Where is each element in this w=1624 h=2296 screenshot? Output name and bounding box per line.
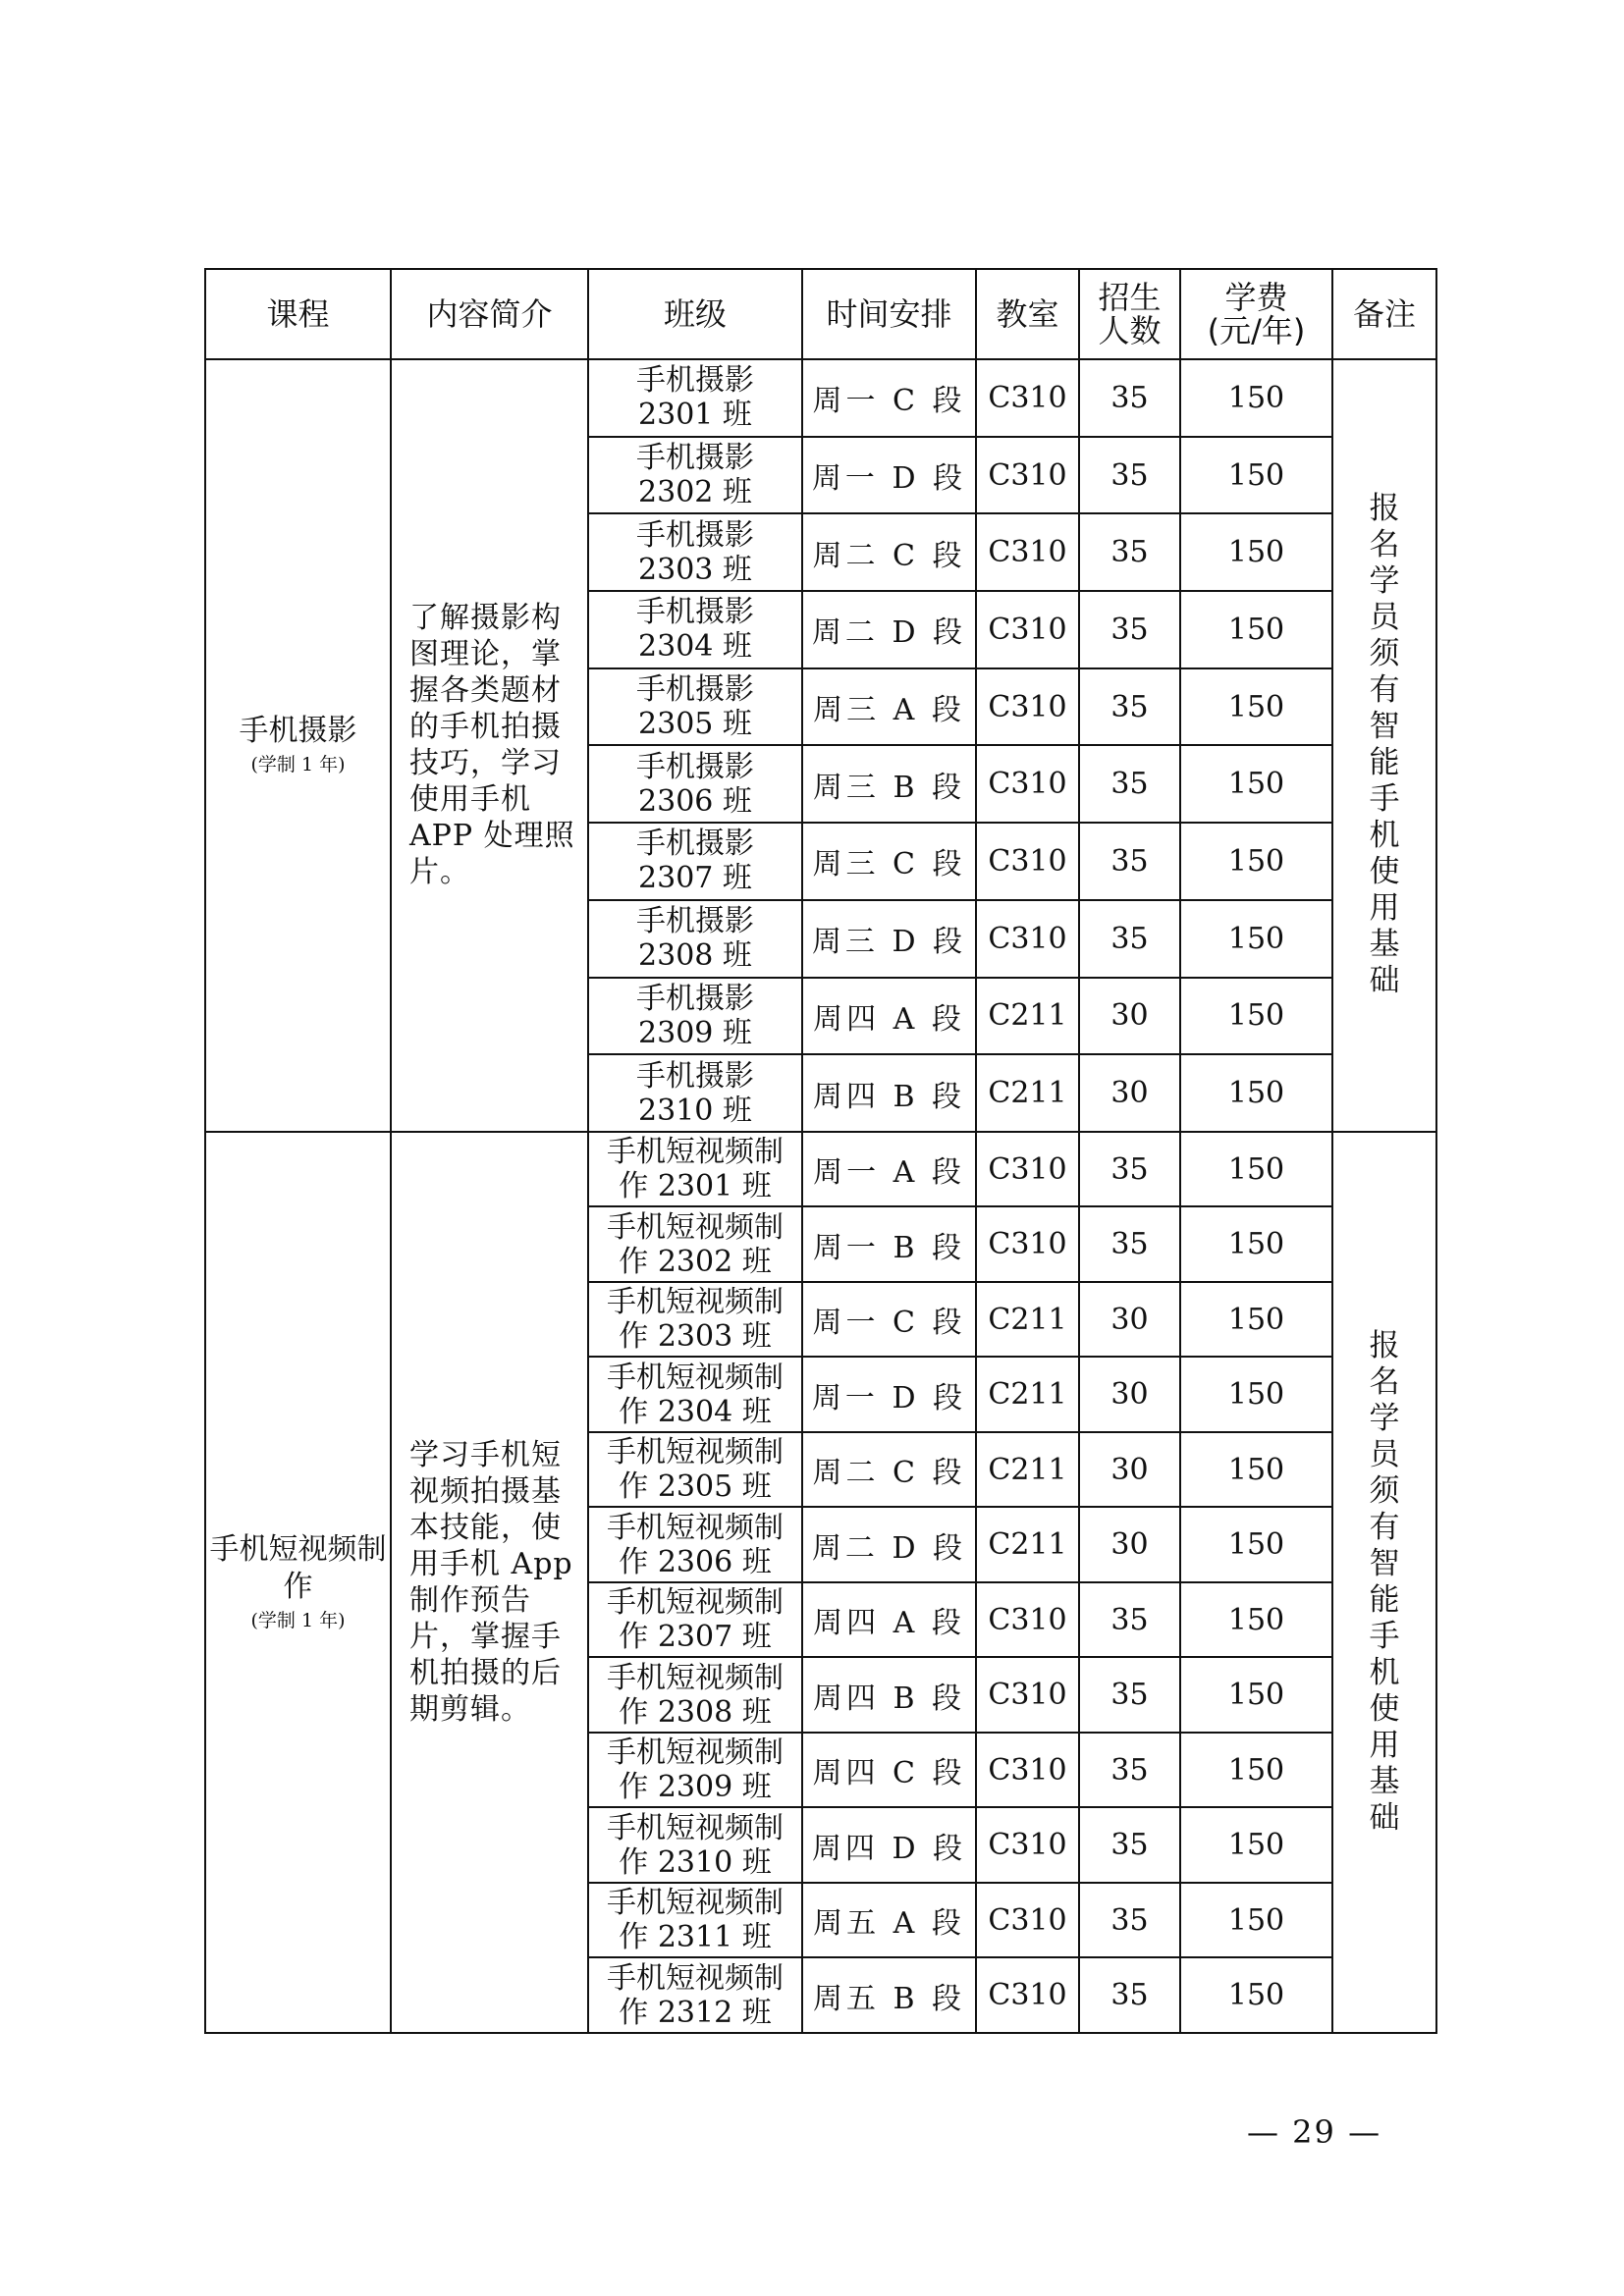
page-number: — 29 — <box>1247 2113 1382 2151</box>
class-cell <box>588 437 802 514</box>
capacity-cell: 35 <box>1079 1132 1180 1207</box>
fee-cell: 150 <box>1180 668 1332 746</box>
time-cell: 周三 A 段 <box>802 668 976 746</box>
class-name: 手机摄影 <box>636 904 754 939</box>
time-cell: 周四 A 段 <box>802 1582 976 1658</box>
fee-cell: 150 <box>1180 1733 1332 1808</box>
time-cell: 周二 D 段 <box>802 1507 976 1582</box>
capacity-cell: 30 <box>1079 1054 1180 1132</box>
room-cell: C310 <box>976 513 1079 591</box>
header-note: 备注 <box>1332 269 1436 359</box>
room-cell: C211 <box>976 1282 1079 1358</box>
section-mobile-short-video <box>205 1132 1436 2033</box>
capacity-cell: 35 <box>1079 1582 1180 1658</box>
class-name: 手机摄影 <box>636 363 754 399</box>
class-name: 手机短视频制 <box>607 1886 784 1921</box>
course-name: 手机摄影 <box>239 714 357 749</box>
class-number: 作 2305 班 <box>619 1469 772 1505</box>
class-name: 手机摄影 <box>636 749 754 784</box>
course-name-cell <box>205 359 391 1132</box>
note-cell <box>1332 359 1436 1132</box>
fee-cell: 150 <box>1180 900 1332 978</box>
class-name: 手机摄影 <box>636 441 754 476</box>
course-intro: 了解摄影构图理论，掌握各类题材的手机拍摄技巧，学习使用手机APP 处理照片。 <box>391 359 588 1132</box>
class-name: 手机短视频制 <box>607 1209 784 1245</box>
time-cell: 周三 D 段 <box>802 900 976 978</box>
note-text: 报名学员须有智能手机使用基础 <box>1369 1327 1400 1836</box>
fee-cell: 150 <box>1180 1282 1332 1358</box>
time-cell: 周五 B 段 <box>802 1957 976 2033</box>
time-cell: 周三 B 段 <box>802 745 976 823</box>
class-cell <box>588 668 802 746</box>
course-duration: (学制 1 年) <box>250 754 346 776</box>
time-cell: 周二 C 段 <box>802 513 976 591</box>
capacity-cell: 35 <box>1079 1206 1180 1282</box>
class-name: 手机短视频制 <box>607 1960 784 1996</box>
header-intro: 内容简介 <box>391 269 588 359</box>
capacity-cell: 35 <box>1079 823 1180 900</box>
class-name: 手机短视频制 <box>607 1135 784 1170</box>
fee-cell: 150 <box>1180 978 1332 1055</box>
header-time: 时间安排 <box>802 269 976 359</box>
class-name: 手机短视频制 <box>607 1660 784 1695</box>
fee-cell: 150 <box>1180 1054 1332 1132</box>
class-number: 2304 班 <box>638 629 752 665</box>
room-cell: C310 <box>976 1132 1079 1207</box>
table-header <box>205 269 1436 359</box>
note-cell <box>1332 1132 1436 2033</box>
fee-cell: 150 <box>1180 1206 1332 1282</box>
fee-cell: 150 <box>1180 1883 1332 1958</box>
class-name: 手机摄影 <box>636 517 754 553</box>
capacity-cell: 35 <box>1079 900 1180 978</box>
fee-cell: 150 <box>1180 1432 1332 1508</box>
header-capacity-line2: 人数 <box>1098 312 1162 349</box>
header-fee-line1: 学费 <box>1224 279 1288 316</box>
fee-cell: 150 <box>1180 1957 1332 2033</box>
capacity-cell: 30 <box>1079 978 1180 1055</box>
room-cell: C310 <box>976 437 1079 514</box>
room-cell: C310 <box>976 1733 1079 1808</box>
time-cell: 周四 D 段 <box>802 1807 976 1883</box>
room-cell: C310 <box>976 668 1079 746</box>
header-class: 班级 <box>588 269 802 359</box>
room-cell: C310 <box>976 823 1079 900</box>
room-cell: C310 <box>976 1883 1079 1958</box>
capacity-cell: 35 <box>1079 359 1180 437</box>
class-cell <box>588 1582 802 1658</box>
time-cell: 周一 C 段 <box>802 359 976 437</box>
class-number: 2307 班 <box>638 861 752 896</box>
class-name: 手机摄影 <box>636 1058 754 1094</box>
capacity-cell: 30 <box>1079 1357 1180 1432</box>
class-number: 2308 班 <box>638 938 752 974</box>
room-cell: C310 <box>976 900 1079 978</box>
capacity-cell: 35 <box>1079 591 1180 668</box>
class-cell <box>588 1432 802 1508</box>
class-cell <box>588 1657 802 1733</box>
fee-cell: 150 <box>1180 513 1332 591</box>
fee-cell: 150 <box>1180 823 1332 900</box>
room-cell: C310 <box>976 1582 1079 1658</box>
class-name: 手机短视频制 <box>607 1810 784 1845</box>
class-cell <box>588 1282 802 1358</box>
class-cell <box>588 591 802 668</box>
class-number: 作 2310 班 <box>619 1844 772 1880</box>
class-name: 手机摄影 <box>636 672 754 708</box>
table-row <box>205 359 1436 437</box>
class-number: 2302 班 <box>638 475 752 510</box>
time-cell: 周五 A 段 <box>802 1883 976 1958</box>
class-cell <box>588 823 802 900</box>
class-number: 作 2304 班 <box>619 1394 772 1429</box>
capacity-cell: 35 <box>1079 1733 1180 1808</box>
class-cell <box>588 513 802 591</box>
class-cell <box>588 978 802 1055</box>
fee-cell: 150 <box>1180 745 1332 823</box>
capacity-cell: 35 <box>1079 668 1180 746</box>
time-cell: 周三 C 段 <box>802 823 976 900</box>
class-number: 作 2311 班 <box>619 1920 772 1955</box>
capacity-cell: 35 <box>1079 1657 1180 1733</box>
time-cell: 周四 C 段 <box>802 1733 976 1808</box>
class-name: 手机摄影 <box>636 595 754 630</box>
room-cell: C310 <box>976 1657 1079 1733</box>
fee-cell: 150 <box>1180 1357 1332 1432</box>
time-cell: 周一 B 段 <box>802 1206 976 1282</box>
class-name: 手机短视频制 <box>607 1735 784 1771</box>
header-room: 教室 <box>976 269 1079 359</box>
capacity-cell: 30 <box>1079 1507 1180 1582</box>
class-name: 手机短视频制 <box>607 1585 784 1621</box>
fee-cell: 150 <box>1180 591 1332 668</box>
header-capacity <box>1079 269 1180 359</box>
section-mobile-photography <box>205 359 1436 1132</box>
capacity-cell: 30 <box>1079 1282 1180 1358</box>
room-cell: C310 <box>976 1206 1079 1282</box>
time-cell: 周一 D 段 <box>802 437 976 514</box>
time-cell: 周二 D 段 <box>802 591 976 668</box>
class-number: 2310 班 <box>638 1093 752 1128</box>
class-number: 2303 班 <box>638 552 752 587</box>
fee-cell: 150 <box>1180 359 1332 437</box>
time-cell: 周二 C 段 <box>802 1432 976 1508</box>
table-row <box>205 1132 1436 1207</box>
room-cell: C211 <box>976 1054 1079 1132</box>
room-cell: C310 <box>976 1957 1079 2033</box>
class-name: 手机短视频制 <box>607 1435 784 1470</box>
course-name: 手机短视频制作 <box>209 1531 387 1604</box>
room-cell: C310 <box>976 745 1079 823</box>
class-cell <box>588 1883 802 1958</box>
class-cell <box>588 1957 802 2033</box>
capacity-cell: 35 <box>1079 1957 1180 2033</box>
capacity-cell: 35 <box>1079 513 1180 591</box>
class-cell <box>588 900 802 978</box>
class-number: 2305 班 <box>638 707 752 742</box>
course-intro: 学习手机短视频拍摄基本技能，使用手机 App 制作预告片，掌握手机拍摄的后期剪辑。 <box>391 1132 588 2033</box>
class-number: 2309 班 <box>638 1015 752 1050</box>
time-cell: 周一 C 段 <box>802 1282 976 1358</box>
class-cell <box>588 359 802 437</box>
time-cell: 周四 A 段 <box>802 978 976 1055</box>
capacity-cell: 30 <box>1079 1432 1180 1508</box>
class-number: 作 2303 班 <box>619 1319 772 1355</box>
class-number: 2306 班 <box>638 783 752 819</box>
class-cell <box>588 1357 802 1432</box>
class-name: 手机摄影 <box>636 981 754 1016</box>
note-text: 报名学员须有智能手机使用基础 <box>1369 491 1400 999</box>
class-name: 手机短视频制 <box>607 1510 784 1545</box>
fee-cell: 150 <box>1180 1132 1332 1207</box>
class-cell <box>588 1132 802 1207</box>
fee-cell: 150 <box>1180 437 1332 514</box>
room-cell: C310 <box>976 359 1079 437</box>
class-number: 作 2312 班 <box>619 1995 772 2030</box>
time-cell: 周一 A 段 <box>802 1132 976 1207</box>
capacity-cell: 35 <box>1079 745 1180 823</box>
capacity-cell: 35 <box>1079 437 1180 514</box>
class-name: 手机短视频制 <box>607 1285 784 1320</box>
class-cell <box>588 1054 802 1132</box>
time-cell: 周四 B 段 <box>802 1657 976 1733</box>
room-cell: C310 <box>976 1807 1079 1883</box>
course-schedule-table <box>204 268 1437 2034</box>
capacity-cell: 35 <box>1079 1883 1180 1958</box>
header-fee <box>1180 269 1332 359</box>
class-number: 作 2302 班 <box>619 1244 772 1279</box>
header-course: 课程 <box>205 269 391 359</box>
class-cell <box>588 1206 802 1282</box>
class-number: 作 2307 班 <box>619 1620 772 1655</box>
class-cell <box>588 1807 802 1883</box>
header-capacity-line1: 招生 <box>1098 279 1162 316</box>
class-cell <box>588 1507 802 1582</box>
class-cell <box>588 1733 802 1808</box>
room-cell: C211 <box>976 1432 1079 1508</box>
class-number: 2301 班 <box>638 398 752 433</box>
room-cell: C211 <box>976 978 1079 1055</box>
header-fee-line2: (元/年) <box>1207 312 1306 349</box>
room-cell: C211 <box>976 1507 1079 1582</box>
class-name: 手机短视频制 <box>607 1360 784 1395</box>
fee-cell: 150 <box>1180 1507 1332 1582</box>
class-number: 作 2301 班 <box>619 1169 772 1204</box>
room-cell: C211 <box>976 1357 1079 1432</box>
time-cell: 周四 B 段 <box>802 1054 976 1132</box>
class-number: 作 2306 班 <box>619 1544 772 1579</box>
course-name-cell <box>205 1132 391 2033</box>
class-cell <box>588 745 802 823</box>
course-duration: (学制 1 年) <box>250 1609 346 1631</box>
fee-cell: 150 <box>1180 1582 1332 1658</box>
room-cell: C310 <box>976 591 1079 668</box>
time-cell: 周一 D 段 <box>802 1357 976 1432</box>
class-number: 作 2308 班 <box>619 1694 772 1730</box>
fee-cell: 150 <box>1180 1657 1332 1733</box>
capacity-cell: 35 <box>1079 1807 1180 1883</box>
class-name: 手机摄影 <box>636 827 754 862</box>
class-number: 作 2309 班 <box>619 1770 772 1805</box>
fee-cell: 150 <box>1180 1807 1332 1883</box>
